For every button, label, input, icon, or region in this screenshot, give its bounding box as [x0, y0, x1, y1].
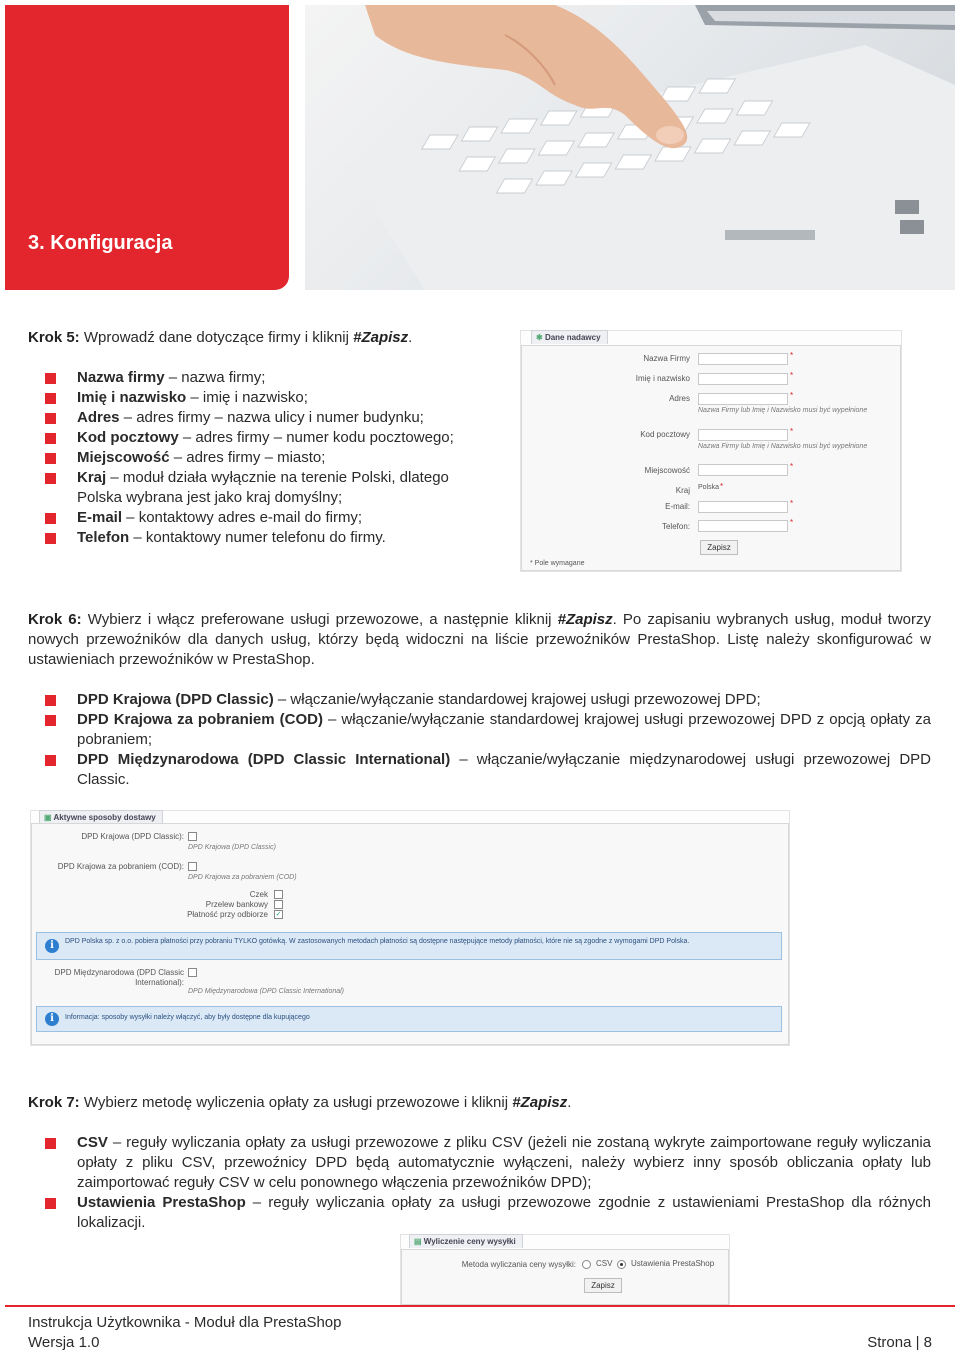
shipping-info-text: Informacja: sposoby wysyłki należy włączyć, aby były dostępne dla kupującego	[65, 1014, 310, 1021]
step5-text: Wprowadź dane dotyczące firmy i kliknij	[79, 329, 354, 346]
field-label: Miejscowość	[644, 466, 690, 475]
list-item: CSV – reguły wyliczania opłaty za usługi przewozowe z pliku CSV (jeżeli nie zostaną wykryte zaimportowane reguły wyliczania opłaty z pliku CSV, przewoźnicy DPD będą automatycznie wyłączeni, należy wybierz inny sposób obliczania opłaty lub zaimportować reguły CSV w celu ponownego włączenia przewoźników DPD);	[30, 1133, 931, 1193]
payment-option-label: Przelew bankowy	[205, 900, 268, 909]
csv-option-label: CSV	[596, 1259, 613, 1268]
list-item: Kod pocztowy – adres firmy – numer kodu pocztowego;	[30, 428, 475, 448]
field-label: Telefon:	[661, 522, 690, 531]
required-asterisk: *	[790, 499, 794, 508]
country-value: Polska	[698, 484, 720, 491]
list-item: Ustawienia PrestaShop – reguły wyliczania opłaty za usługi przewozowe zgodnie z ustawieniami PrestaShop dla różnych lokalizacji.	[30, 1193, 931, 1233]
laptop-photo	[305, 5, 955, 290]
payment-option-label: Czek	[249, 890, 268, 899]
bank-transfer-checkbox[interactable]	[274, 900, 283, 909]
delivery-methods-tab: ▣ Aktywne sposoby dostawy	[39, 810, 163, 824]
field-label: Nazwa Firmy	[643, 354, 690, 363]
method-label: Metoda wyliczania ceny wysyłki:	[461, 1260, 576, 1269]
step7-heading: Krok 7: Wybierz metodę wyliczenia opłaty za usługi przewozowe i kliknij #Zapisz.	[28, 1094, 572, 1111]
required-asterisk: *	[720, 482, 724, 491]
shipping-price-tab: ▤ Wyliczenie ceny wysyłki	[409, 1234, 523, 1248]
save-button[interactable]: Zapisz	[700, 540, 738, 555]
list-item: Adres – adres firmy – nazwa ulicy i numer budynku;	[30, 408, 475, 428]
shipping-price-body	[401, 1249, 729, 1305]
step5-action: #Zapisz	[353, 329, 409, 346]
service-label: DPD Krajowa (DPD Classic):	[81, 832, 184, 841]
dpd-international-checkbox[interactable]	[188, 968, 197, 977]
shipping-price-screenshot	[400, 1234, 730, 1306]
cod-info-text: DPD Polska sp. z o.o. pobiera płatności przy pobraniu TYLKO gotówką. W zastosowanych metodach płatności są dostępne następujące metody płatności, które nie są zgodne z wymogami DPD Polska.	[65, 938, 690, 945]
service-label: DPD Krajowa za pobraniem (COD):	[57, 862, 184, 871]
field-label: Kod pocztowy	[640, 430, 690, 439]
delivery-methods-screenshot	[30, 810, 790, 1046]
required-asterisk: *	[790, 391, 794, 400]
service-hint: DPD Międzynarodowa (DPD Classic International)	[188, 988, 345, 995]
step6-bullet-list	[30, 690, 931, 790]
save-button[interactable]: Zapisz	[584, 1278, 622, 1293]
list-item: Imię i nazwisko – imię i nazwisko;	[30, 388, 475, 408]
service-hint: DPD Krajowa (DPD Classic)	[188, 844, 276, 851]
step5-bullet-list	[30, 368, 475, 548]
field-label: E-mail:	[665, 502, 690, 511]
required-asterisk: *	[790, 371, 794, 380]
list-item: Miejscowość – adres firmy – miasto;	[30, 448, 475, 468]
gear-icon: ✱	[536, 333, 543, 342]
step7-action: #Zapisz	[512, 1094, 568, 1111]
step6-paragraph: Krok 6: Wybierz i włącz preferowane usługi przewozowe, a następnie kliknij #Zapisz. Po zapisaniu wybranych usług, moduł tworzy nowych przewoźników dla danych usług, którzy będą widoczni na liście przewoźników PrestaShop. Listę należy skonfigurować w ustawieniach przewoźników w PrestaShop.	[28, 611, 932, 668]
city-input[interactable]	[698, 464, 788, 476]
step6-label: Krok 6:	[28, 611, 82, 628]
dpd-cod-checkbox[interactable]	[188, 862, 197, 871]
info-icon: i	[45, 1012, 59, 1026]
required-asterisk: *	[790, 351, 794, 360]
footer-title: Instrukcja Użytkownika - Moduł dla PrestaShop	[28, 1314, 342, 1331]
email-input[interactable]	[698, 501, 788, 513]
page-number: Strona | 8	[867, 1334, 932, 1351]
field-label: Adres	[669, 394, 690, 403]
delivery-methods-body	[31, 823, 789, 1045]
list-item: DPD Krajowa (DPD Classic) – włączanie/wyłączanie standardowej krajowej usługi przewozowej DPD;	[30, 690, 931, 710]
shipping-info-banner	[36, 1006, 782, 1032]
footer-version: Wersja 1.0	[28, 1334, 100, 1351]
required-asterisk: *	[790, 518, 794, 527]
step6-action: #Zapisz	[557, 611, 613, 628]
step7-bullet-list	[30, 1133, 931, 1233]
cod-info-banner	[36, 932, 782, 960]
field-label: Imię i nazwisko	[635, 374, 690, 383]
company-name-input[interactable]	[698, 353, 788, 365]
payment-option-label: Płatność przy odbiorze	[187, 910, 268, 919]
check-payment-checkbox[interactable]	[274, 890, 283, 899]
step5-label: Krok 5:	[28, 329, 80, 346]
step5-heading	[28, 328, 448, 348]
list-item: Kraj – moduł działa wyłącznie na terenie Polski, dlatego Polska wybrana jest jako kraj domyślny;	[30, 468, 475, 508]
field-label: Kraj	[675, 486, 690, 495]
dpd-classic-checkbox[interactable]	[188, 832, 197, 841]
list-item: DPD Międzynarodowa (DPD Classic International) – włączanie/wyłączanie międzynarodowej usługi przewozowej DPD Classic.	[30, 750, 931, 790]
step7-label: Krok 7:	[28, 1094, 80, 1111]
calculator-icon: ▤	[414, 1237, 422, 1246]
step5-end: .	[408, 329, 413, 346]
form-hint: Nazwa Firmy lub Imię i Nazwisko musi być wypełnione	[698, 443, 868, 450]
service-label: DPD Międzynarodowa (DPD Classic International):	[54, 968, 184, 987]
sender-form-body	[521, 345, 901, 571]
required-note: * Pole wymagane	[530, 560, 585, 567]
address-input[interactable]	[698, 393, 788, 405]
section-title: 3. Konfiguracja	[28, 232, 173, 254]
required-asterisk: *	[790, 427, 794, 436]
csv-radio[interactable]	[582, 1260, 591, 1269]
prestashop-option-label: Ustawienia PrestaShop	[631, 1259, 715, 1268]
truck-icon: ▣	[44, 813, 52, 822]
sender-form-screenshot	[520, 330, 902, 572]
prestashop-radio[interactable]	[617, 1260, 626, 1269]
list-item: E-mail – kontaktowy adres e-mail do firmy;	[30, 508, 475, 528]
list-item: DPD Krajowa za pobraniem (COD) – włączanie/wyłączanie standardowej krajowej usługi przewozowej DPD z opcją opłaty za pobraniem;	[30, 710, 931, 750]
list-item: Telefon – kontaktowy numer telefonu do firmy.	[30, 528, 475, 548]
footer-divider	[5, 1305, 955, 1307]
phone-input[interactable]	[698, 520, 788, 532]
laptop-illustration	[305, 5, 955, 290]
form-hint: Nazwa Firmy lub Imię i Nazwisko musi być wypełnione	[698, 407, 868, 414]
info-icon: i	[45, 939, 59, 953]
cash-on-delivery-checkbox[interactable]: ✓	[275, 911, 282, 918]
list-item: Nazwa firmy – nazwa firmy;	[30, 368, 475, 388]
full-name-input[interactable]	[698, 373, 788, 385]
service-hint: DPD Krajowa za pobraniem (COD)	[188, 874, 297, 881]
sender-form-tab: ✱ Dane nadawcy	[531, 330, 608, 344]
postal-code-input[interactable]	[698, 429, 788, 441]
required-asterisk: *	[790, 462, 794, 471]
